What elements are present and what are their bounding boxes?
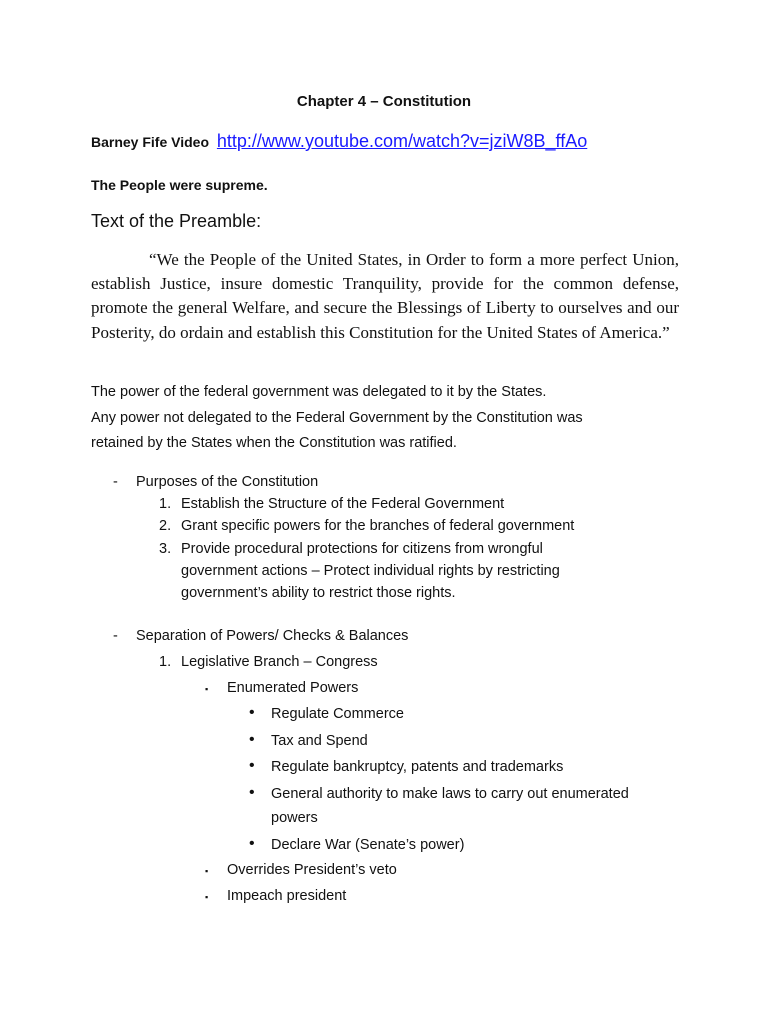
- list-item-continuation: government’s ability to restrict those rights.: [181, 585, 456, 601]
- list-number: 1.: [159, 654, 172, 670]
- legislative-branch: Legislative Branch – Congress: [181, 654, 378, 670]
- preamble-text: “We the People of the United States, in Order to form a more perfect Union, establish Justice, insure domestic Tranquility, provide for the common defense, promote the general Welfare, and secure the Blessings of Liberty to ourselves and our Posterity, do ordain and establish this Constitution for the United States of America.”: [91, 250, 679, 342]
- video-label: Barney Fife Video: [91, 134, 210, 150]
- page-title: Chapter 4 – Constitution: [296, 93, 472, 110]
- power-line-1: The power of the federal government was delegated to it by the States.: [91, 384, 547, 400]
- list-item: Establish the Structure of the Federal Government: [181, 496, 505, 512]
- list-number: 1.: [159, 496, 172, 512]
- list-item: Provide procedural protections for citizens from wrongful: [181, 541, 543, 557]
- preamble-heading: Text of the Preamble:: [91, 211, 262, 231]
- list-number: 3.: [159, 541, 172, 557]
- supreme-heading: The People were supreme.: [91, 177, 268, 193]
- dash-marker: -: [113, 474, 118, 490]
- separation-heading: Separation of Powers/ Checks & Balances: [136, 628, 409, 644]
- overrides-veto: Overrides President’s veto: [227, 862, 397, 878]
- bullet-icon: •: [249, 757, 255, 774]
- impeach-president: Impeach president: [227, 888, 347, 904]
- list-item-continuation: government actions – Protect individual rights by restricting: [181, 563, 560, 579]
- square-bullet-icon: ▪: [205, 684, 209, 694]
- square-bullet-icon: ▪: [205, 866, 209, 876]
- bullet-icon: •: [249, 731, 255, 748]
- video-line: [91, 131, 587, 152]
- square-bullet-icon: ▪: [205, 892, 209, 902]
- bullet-icon: •: [249, 784, 255, 801]
- power-item: General authority to make laws to carry out enumerated: [271, 786, 629, 802]
- video-link[interactable]: http://www.youtube.com/watch?v=jziW8B_ffAo: [216, 131, 588, 151]
- power-item: Regulate Commerce: [271, 706, 404, 722]
- power-line-2: Any power not delegated to the Federal Government by the Constitution was: [91, 410, 583, 426]
- power-item: Regulate bankruptcy, patents and trademarks: [271, 759, 564, 775]
- power-line-3: retained by the States when the Constitution was ratified.: [91, 435, 457, 451]
- power-item: Tax and Spend: [271, 733, 368, 749]
- bullet-icon: •: [249, 704, 255, 721]
- bullet-icon: •: [249, 835, 255, 852]
- power-item-continuation: powers: [271, 810, 318, 826]
- dash-marker: -: [113, 628, 118, 644]
- purposes-heading: Purposes of the Constitution: [136, 474, 319, 490]
- power-item: Declare War (Senate’s power): [271, 837, 465, 853]
- list-number: 2.: [159, 518, 172, 534]
- enumerated-powers: Enumerated Powers: [227, 680, 359, 696]
- list-item: Grant specific powers for the branches of federal government: [181, 518, 575, 534]
